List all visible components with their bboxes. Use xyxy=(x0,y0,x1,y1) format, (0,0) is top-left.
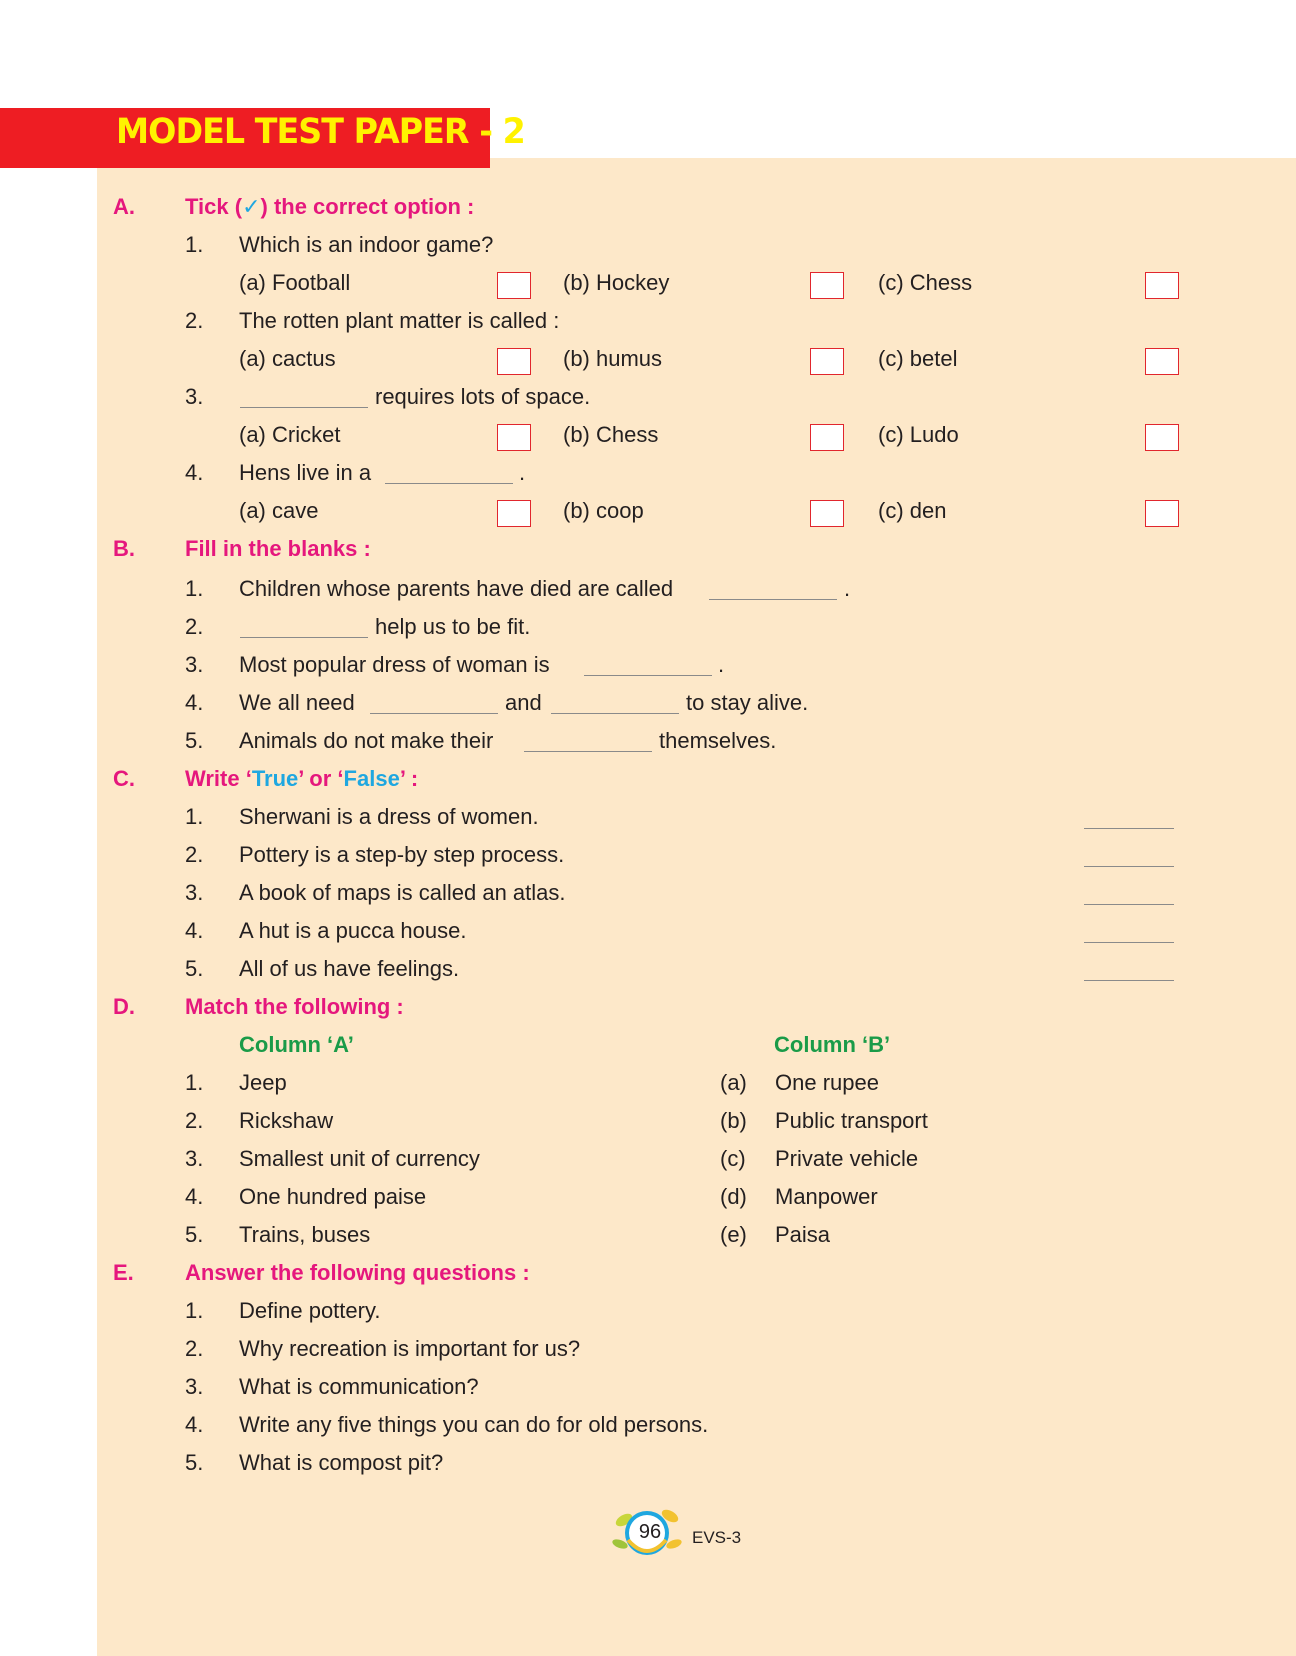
item-number: 1. xyxy=(185,804,204,829)
question-text: The rotten plant matter is called : xyxy=(239,308,560,333)
statement-text: A book of maps is called an atlas. xyxy=(239,880,566,905)
item-number: 2. xyxy=(185,842,204,867)
tick-box[interactable] xyxy=(810,424,844,451)
item-number: 5. xyxy=(185,956,204,981)
item-text: help us to be fit. xyxy=(375,614,531,639)
statement-text: A hut is a pucca house. xyxy=(239,918,467,943)
column-a-item: Rickshaw xyxy=(239,1108,334,1133)
question-text: Define pottery. xyxy=(239,1298,381,1323)
row-number: 1. xyxy=(185,1070,204,1095)
answer-blank[interactable] xyxy=(385,483,513,484)
item-text: themselves. xyxy=(659,728,777,753)
column-b-key: (a) xyxy=(720,1070,747,1095)
option-label: (a) Cricket xyxy=(239,422,341,447)
row-number: 3. xyxy=(185,1146,204,1171)
answer-blank[interactable] xyxy=(1084,828,1174,829)
tick-box[interactable] xyxy=(1145,272,1179,299)
book-label: EVS-3 xyxy=(692,1528,742,1547)
item-number: 5. xyxy=(185,1450,204,1475)
section-d-heading: Match the following : xyxy=(185,994,404,1019)
column-b-item: Paisa xyxy=(775,1222,831,1247)
statement-text: Sherwani is a dress of women. xyxy=(239,804,539,829)
section-a-letter: A. xyxy=(113,194,135,219)
answer-blank[interactable] xyxy=(1084,904,1174,905)
item-number: 4. xyxy=(185,918,204,943)
question-text: requires lots of space. xyxy=(375,384,591,409)
option-label: (a) cave xyxy=(239,498,319,523)
column-b-item: Manpower xyxy=(775,1184,878,1209)
answer-blank[interactable] xyxy=(524,751,652,752)
tick-box[interactable] xyxy=(1145,424,1179,451)
page-number: 96 xyxy=(638,1521,662,1543)
column-a-item: Jeep xyxy=(239,1070,287,1095)
option-label: (b) humus xyxy=(563,346,663,371)
item-text: Animals do not make their xyxy=(239,728,494,753)
question-number: 3. xyxy=(185,384,204,409)
column-b-key: (d) xyxy=(720,1184,747,1209)
row-number: 5. xyxy=(185,1222,204,1247)
statement-text: All of us have feelings. xyxy=(239,956,460,981)
section-e-letter: E. xyxy=(113,1260,134,1285)
item-text: to stay alive. xyxy=(686,690,809,715)
column-b-key: (e) xyxy=(720,1222,747,1247)
column-b-key: (b) xyxy=(720,1108,747,1133)
item-number: 3. xyxy=(185,1374,204,1399)
option-label: (a) Football xyxy=(239,270,351,295)
section-b-letter: B. xyxy=(113,536,135,561)
answer-blank[interactable] xyxy=(551,713,679,714)
question-text: What is communication? xyxy=(239,1374,479,1399)
item-number: 2. xyxy=(185,614,204,639)
question-text: Write any five things you can do for old persons. xyxy=(239,1412,709,1437)
option-label: (c) Chess xyxy=(878,270,973,295)
section-e-heading: Answer the following questions : xyxy=(185,1260,530,1285)
tick-box[interactable] xyxy=(497,272,531,299)
option-label: (b) Chess xyxy=(563,422,659,447)
option-label: (c) den xyxy=(878,498,947,523)
question-number: 2. xyxy=(185,308,204,333)
answer-blank[interactable] xyxy=(240,637,368,638)
item-number: 4. xyxy=(185,690,204,715)
column-a-item: Smallest unit of currency xyxy=(239,1146,480,1171)
column-a-item: One hundred paise xyxy=(239,1184,427,1209)
column-a-item: Trains, buses xyxy=(239,1222,371,1247)
item-text: and xyxy=(505,690,542,715)
tick-box[interactable] xyxy=(497,500,531,527)
item-number: 3. xyxy=(185,652,204,677)
answer-blank[interactable] xyxy=(1084,980,1174,981)
option-label: (b) Hockey xyxy=(563,270,670,295)
tick-box[interactable] xyxy=(810,348,844,375)
row-number: 4. xyxy=(185,1184,204,1209)
column-b-key: (c) xyxy=(720,1146,746,1171)
section-c-heading: Write ‘True’ or ‘False’ : xyxy=(185,766,419,791)
tick-box[interactable] xyxy=(497,348,531,375)
section-a-heading: Tick (✓) the correct option : xyxy=(185,194,475,219)
option-label: (c) Ludo xyxy=(878,422,959,447)
question-text: Which is an indoor game? xyxy=(239,232,494,257)
option-label: (c) betel xyxy=(878,346,958,371)
tick-box[interactable] xyxy=(810,500,844,527)
page-title: MODEL TEST PAPER - 2 xyxy=(116,112,525,152)
section-b-heading: Fill in the blanks : xyxy=(185,536,371,561)
item-number: 4. xyxy=(185,1412,204,1437)
section-c-letter: C. xyxy=(113,766,135,791)
item-number: 2. xyxy=(185,1336,204,1361)
question-number: 1. xyxy=(185,232,204,257)
item-number: 3. xyxy=(185,880,204,905)
answer-blank[interactable] xyxy=(1084,866,1174,867)
tick-box[interactable] xyxy=(810,272,844,299)
item-text: We all need xyxy=(239,690,355,715)
option-label: (a) cactus xyxy=(239,346,336,371)
answer-blank[interactable] xyxy=(709,599,837,600)
tick-box[interactable] xyxy=(1145,348,1179,375)
answer-blank[interactable] xyxy=(240,407,368,408)
answer-blank[interactable] xyxy=(370,713,498,714)
item-number: 1. xyxy=(185,576,204,601)
tick-box[interactable] xyxy=(497,424,531,451)
item-number: 1. xyxy=(185,1298,204,1323)
column-b-header: Column ‘B’ xyxy=(774,1032,891,1057)
column-b-item: One rupee xyxy=(775,1070,879,1095)
question-number: 4. xyxy=(185,460,204,485)
column-b-item: Public transport xyxy=(775,1108,928,1133)
item-text: Children whose parents have died are called xyxy=(239,576,674,601)
question-text-end: . xyxy=(519,460,526,485)
item-text: Most popular dress of woman is xyxy=(239,652,550,677)
answer-blank[interactable] xyxy=(1084,942,1174,943)
tick-box[interactable] xyxy=(1145,500,1179,527)
option-label: (b) coop xyxy=(563,498,644,523)
row-number: 2. xyxy=(185,1108,204,1133)
statement-text: Pottery is a step-by step process. xyxy=(239,842,565,867)
item-text: . xyxy=(844,576,851,601)
column-a-header: Column ‘A’ xyxy=(239,1032,354,1057)
column-b-item: Private vehicle xyxy=(775,1146,919,1171)
question-text: What is compost pit? xyxy=(239,1450,444,1475)
question-text: Hens live in a xyxy=(239,460,372,485)
answer-blank[interactable] xyxy=(584,675,712,676)
question-text: Why recreation is important for us? xyxy=(239,1336,581,1361)
section-d-letter: D. xyxy=(113,994,135,1019)
item-text: . xyxy=(718,652,725,677)
item-number: 5. xyxy=(185,728,204,753)
tick-icon: ✓ xyxy=(242,194,261,219)
